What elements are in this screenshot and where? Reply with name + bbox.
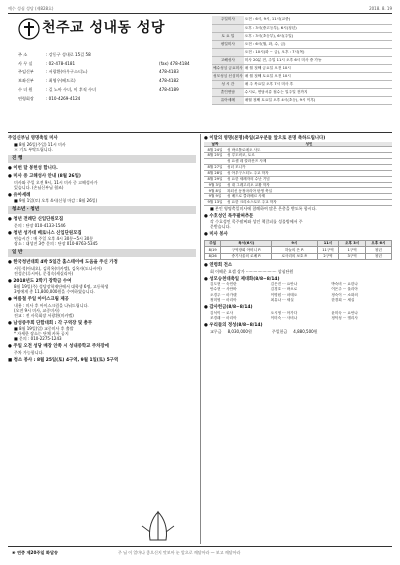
church-logo-icon — [18, 18, 40, 40]
notice-line: 각 수호성인 목주팔찌와 성인 책갈피를 성물방에서 주 — [210, 219, 303, 225]
donor-name: 정미영 ··· 마리아 — [210, 297, 237, 302]
general-items — [8, 260, 196, 363]
schedule-row — [212, 56, 392, 64]
notice-line: (오전 9시 미사, 교중미사) — [14, 307, 60, 313]
notice-line: * 자세한 장소는 단체 카톡 공지 — [14, 331, 69, 336]
schedule-row — [212, 16, 392, 24]
mass-service-cell: 8/19 — [205, 247, 221, 253]
footer-rule — [8, 546, 392, 547]
schedule-label — [212, 24, 244, 32]
feast-note: ■ 본인 영명축일미사에 참례하여 많은 은총을 받도록 합시다. — [210, 205, 317, 211]
notice-heading: ● 2018년도 2학기 장학금 수여 — [8, 278, 72, 284]
notice-line: 전성순(루시아), 문경숙(세실리아) — [14, 270, 74, 276]
offering-value-2: 4,880,500원 — [293, 328, 318, 334]
notice-line: 문의 : 단장 010-4133-1546 — [14, 222, 66, 228]
notice-line: 연습시간 : 매 주일 오후 4시 30분~5시 30분 — [14, 236, 94, 241]
donor-name: 한경희 ··· 세실 — [331, 297, 355, 302]
feast-saint: 성녀 모니카 — [226, 164, 392, 170]
schedule-label: 유아세례 — [212, 96, 244, 104]
schedule-label: 토 요 일 — [212, 32, 244, 40]
schedule-label: 성 시 간 — [212, 80, 244, 88]
notice-line: 8월 19일(주) 성당장학재단에서 대학생 6명, 고등학생 — [14, 284, 109, 289]
notice-line: ＊ 기도 부탁드립니다. — [14, 146, 53, 152]
mass-service-col: 오후 6시 — [365, 240, 391, 246]
footer — [8, 548, 392, 560]
mass-service-cell: 1구역 — [339, 247, 365, 253]
schedule-value: 매월 첫째 토요일 오후 4시(초등), 9시 이후) — [244, 96, 392, 104]
feast-date: 8월 29일 — [204, 176, 226, 182]
mass-service-col: 11시 — [317, 240, 339, 246]
notice-heading: ● 유아세례 — [8, 192, 31, 198]
feast-col-date: 날짜 — [204, 142, 226, 147]
donor-name: 김석이 ··· 로사 — [210, 310, 234, 315]
notice-line: 서동석(아네오), 김희옥(미카엘), 김옥자(도나시아) — [14, 265, 102, 271]
schedule-value: 오후 : 3시(중고등부), 6시(청년) — [244, 24, 392, 32]
feast-saint: 성 루도비코, 토르 — [226, 153, 392, 159]
offering-row — [204, 329, 392, 334]
donor-name: 김은진 ··· 요안나 — [270, 282, 298, 287]
feast-title: ● 이달의 영명(본명)축일(교우분들 앞으로 본명 축하드립니다) — [204, 136, 326, 141]
feast-date: 9월 9일 — [204, 194, 226, 200]
praying-hands-icon — [132, 508, 184, 544]
youth-items — [8, 217, 196, 246]
donors-altar-title: ● 성모승천대축일 제대화(8/8~8/14) — [204, 276, 280, 282]
notice-item — [8, 344, 196, 355]
donors-altar — [204, 277, 392, 302]
church-header — [18, 16, 203, 130]
section-youth: 청소년 · 청년 — [8, 206, 196, 214]
offering-title: ● 우리들의 정성(8/8~8/14) — [204, 323, 263, 329]
donor-name: 김도현 ··· 숙민란 — [210, 282, 237, 287]
mass-service-title: ● 미사 봉사 — [204, 232, 228, 238]
feast-saint: 성 아우구스티노 주교 학자 — [226, 170, 392, 176]
donors-altar-list — [204, 282, 392, 302]
donor-name: 이은주 ··· 율리아 — [331, 287, 358, 292]
footer-note: ❀ 연중 제20주일 화답송 — [12, 550, 59, 555]
feast-date: 8월 27일 — [204, 164, 226, 170]
donor-name: 조경래 ··· 마리아 — [210, 315, 237, 320]
schedule-value: 미사 20분 전, 주일 11시 오후 6시 미사 중 가능 — [244, 56, 392, 64]
info-row: 주임신부 : 서광환(아우구스티노) 478-4183 — [18, 69, 179, 75]
notice-line: 있습니다. (손님신부님 협조) — [14, 184, 64, 190]
schedule-row — [212, 64, 392, 72]
feast-saint: 복되신 동정마리아 탄생 축일 — [226, 188, 392, 194]
mass-service-cell: 8/26 — [205, 253, 221, 259]
notice-line: ■ 9월 1일(토) 오후 4시(신청 마감 : 8월 26일) — [14, 198, 98, 203]
mass-service-row — [205, 253, 392, 259]
schedule-row — [212, 24, 392, 32]
notice-heading: ● 한국청년대회 4박 5일간 홈스테이에 도움을 주신 가정 — [8, 260, 118, 265]
notice-line: 내용 : 미사 후 아이스크림을 나눠드립니다. — [14, 302, 89, 308]
notice-item — [8, 193, 196, 204]
notice-heading: ● 미사 중 고해성사 안내 (8월 26일) — [8, 174, 81, 179]
schedule-value: 수시로, 면담서류 접수는 일주일 전까지 — [244, 88, 392, 96]
mass-service-cell: 하늘의 은 P. — [272, 247, 317, 253]
feast-date: 9월 8일 — [204, 188, 226, 194]
offering-label-2: 주일헌금 — [271, 328, 288, 334]
notice-heading: ● 주일 오전 성당 매장 안쪽 시 성내중학교 주차장에 — [8, 344, 109, 349]
schedule-label: 고해성사 — [212, 56, 244, 64]
info-row: 보좌신부 : 최영우(베드로) 478-4182 — [18, 78, 179, 84]
schedule-row — [212, 80, 392, 88]
feast-saint: 성 베드로 클라베르 사제 — [226, 194, 392, 200]
donor-name: 오시영 ··· 아가다 — [270, 310, 298, 315]
section-progress: 진 행 — [8, 155, 196, 163]
schedule-value: 매 월 첫째 금요일 오전 10시 — [244, 64, 392, 72]
notice-item — [8, 260, 196, 276]
notice-line: 문받습니다. — [210, 224, 231, 230]
bulletin-issue: 예수 성심 성당 (제828호) — [8, 6, 54, 11]
feast-date: 9월 13일 — [204, 200, 226, 206]
header-rule — [8, 132, 392, 133]
donor-name: 정덕성 ··· 엘리사 — [331, 315, 358, 320]
mass-service — [204, 232, 392, 260]
schedule-value: 오전 : 10시(화 ~ 금), 오후 : 7시(목) — [244, 48, 392, 56]
schedule-label: 주일미사 — [212, 16, 244, 24]
footer-verse: 주 님 이 얼마나 좋으신지 맛보아 눈 앞으로 깨달아라 — 보고 깨달아라 — [118, 550, 241, 555]
offering-value: 8,030,000원 — [227, 328, 252, 334]
offering-label: 교무금 — [210, 328, 222, 334]
notice-line: 주차 가능합니다. — [14, 349, 44, 355]
notice-item — [8, 297, 196, 318]
notice-item — [8, 174, 196, 190]
notice-heading: ■ 청소 봉사 : 8월 25일(토) 4구역, 9월 1일(토) 5구역 — [8, 357, 119, 363]
feast-saint: 성 요한 크리소스토모 주교 학자 — [226, 200, 392, 206]
notice-heading: ● 이번 달 봉헌성 합니다. — [8, 165, 58, 171]
feast-date: 8월 25일 — [204, 153, 226, 159]
mass-service-col: 주일 — [205, 240, 221, 246]
notice-item — [8, 321, 196, 342]
notice-heading: ● 청년 전례단 신입단원모집 — [8, 217, 64, 222]
feast-row — [204, 200, 392, 206]
feast-table — [204, 142, 392, 206]
feast-date: 9월 3일 — [204, 182, 226, 188]
top-bar — [8, 6, 392, 12]
schedule-row — [212, 48, 392, 56]
schedule-value: 오전 : 6시(월, 화, 수, 금) — [244, 40, 392, 48]
notice-heading: ● 여름철 주일 아이스크림 제공 — [8, 297, 69, 302]
left-column — [8, 136, 196, 544]
schedule-label: 성모성심 신심미사 — [212, 72, 244, 80]
mass-service-cell: 구역장회 아비니 P. — [221, 247, 272, 253]
donor-name: 윤미숙 ··· 요안나 — [331, 310, 358, 315]
notice-line: ■ 문의 : 010-2275-1243 — [14, 336, 62, 341]
mass-service-col: 오후 3시 — [339, 240, 365, 246]
info-row: 사 무 실 : 02-478-4181 (fax) 478-4184 — [18, 60, 190, 66]
section-general: 일 반 — [8, 249, 196, 257]
notice-item — [8, 279, 196, 295]
info-row: 주 소 : 강동구 성내로 15길 58 — [18, 51, 91, 57]
info-row: 연령회장 : 010-4269-4124 — [18, 95, 81, 101]
notice-item — [8, 358, 196, 364]
schedule-label: 평일미사 — [212, 40, 244, 48]
church-name: 천주교 성내동 성당 — [42, 20, 165, 36]
offering — [204, 323, 392, 334]
donors-thanks-title: ● 감사헌금(8/8~8/14) — [204, 305, 253, 311]
mass-service-cell: 로사리의 보호 P. — [272, 253, 317, 259]
notice-heading: ● 수호성인 목주팔찌추문 — [204, 213, 254, 219]
mass-service-cell: 11구역 — [317, 247, 339, 253]
notice-item — [8, 217, 196, 228]
memorial-title: ● 연령회 전소 — [204, 263, 233, 269]
schedule-row — [212, 40, 392, 48]
feast-saint: 성 대 그레고리오 교황 학자 — [226, 182, 392, 188]
mass-service-col: 9시 — [272, 240, 317, 246]
donor-name: 이미숙 ··· 사비나 — [270, 315, 298, 320]
feast-saint: 성 요셉 데 칼라산즈 사제 — [226, 159, 392, 165]
mass-service-cell: 청년 — [365, 253, 391, 259]
donor-name: 최유나 ··· 세실 — [270, 297, 294, 302]
schedule-row — [212, 32, 392, 40]
feast-saint: 성 바르톨로메오 사도 — [226, 147, 392, 153]
donor-name: 이명원 ··· 마태오 — [270, 292, 298, 297]
schedule-row — [212, 72, 392, 80]
schedule-label — [212, 48, 244, 56]
schedule-label: 혼인면담 — [212, 88, 244, 96]
schedule-value: 매 주 목요일 오후 7시 미사 후 — [244, 80, 392, 88]
right-column — [204, 136, 392, 544]
memorial-notice — [204, 263, 392, 274]
column-divider — [200, 134, 201, 544]
mass-service-cell: 중기사울의 로베 P. — [221, 253, 272, 259]
notice-title: 주임신부님 영명축일 미사 — [8, 136, 58, 141]
donor-name: 김경호 ··· 바오로 — [270, 287, 298, 292]
schedule-label: 예수성심 금요미사 — [212, 64, 244, 72]
donor-name: 오경주 ··· 마가렛 — [210, 292, 237, 297]
top-rule — [8, 13, 392, 14]
schedule-value: 오전 : 6시, 9시, 11시(교중) — [244, 16, 392, 24]
feast-date: 8월 28일 — [204, 170, 226, 176]
feast-saint: 성 요한 세례자의 수난 기념 — [226, 176, 392, 182]
notice-line: 3명에게 총 11,800,000원을 수여하였습니다. — [14, 289, 95, 294]
mass-service-cell: 청년 — [365, 247, 391, 253]
notice-item — [204, 214, 392, 230]
notice-line: ■ 8월 19일(일) 교중미사 후 출발 — [14, 326, 74, 331]
mass-service-cell: 3구역 — [339, 253, 365, 259]
donor-name: 박숙비 ··· 요한나 — [331, 282, 358, 287]
mass-service-cell: 2구역 — [317, 253, 339, 259]
notice-line: ■ 8월 26일(주일) 11시 미사 — [14, 141, 66, 147]
donor-name: 안수현 ··· 사안바 — [210, 287, 237, 292]
schedule-row — [212, 88, 392, 96]
schedule-value: 매 월 첫째 토요일 오전 10시 — [244, 72, 392, 80]
mass-service-col: 독서(6시) — [221, 240, 272, 246]
church-info — [18, 50, 203, 103]
info-row: 수 녀 원 : 길 노아 수녀, 이 후직 수녀 478-4189 — [18, 87, 179, 93]
notice-item — [8, 166, 196, 172]
donors-thanks — [204, 305, 392, 320]
right-notices — [204, 214, 392, 230]
bulletin-date: 2018. 8. 19 — [369, 6, 392, 11]
notice-line: 미사와 주일 오전 9시, 11시 미사 중 고해성사가 — [14, 179, 98, 185]
schedule-value: 오후 : 3시(초등부), 6시(주일) — [244, 32, 392, 40]
feast-date: 8월 24일 — [204, 147, 226, 153]
memorial-line: 회 이해운 요셉 상가 ························ 상심단원 — [210, 268, 294, 274]
notice-heading: ● 청년 성가대 베로니스 신입단원모집 — [8, 230, 82, 236]
notice-feast-mass — [8, 136, 196, 152]
donors-thanks-list — [204, 311, 392, 321]
donor-name: 정숙이 ··· 소화의 — [331, 292, 358, 297]
mass-schedule-table — [212, 16, 392, 105]
notice-item — [8, 231, 196, 247]
notice-line: 장소 : 대성전 3층 문의 : 단장 010-8763-5345 — [14, 241, 98, 246]
schedule-row — [212, 96, 392, 104]
progress-items — [8, 166, 196, 204]
notice-line: 전교 : 전 사목회장 서광환(미카엘) — [14, 312, 74, 318]
feast-days — [204, 136, 392, 211]
mass-service-table — [204, 240, 392, 260]
notice-heading: ● 남성중주회 단합대회 : 각 구역장 및 총무 — [8, 320, 93, 326]
feast-col-saint: 성인 — [226, 142, 392, 147]
